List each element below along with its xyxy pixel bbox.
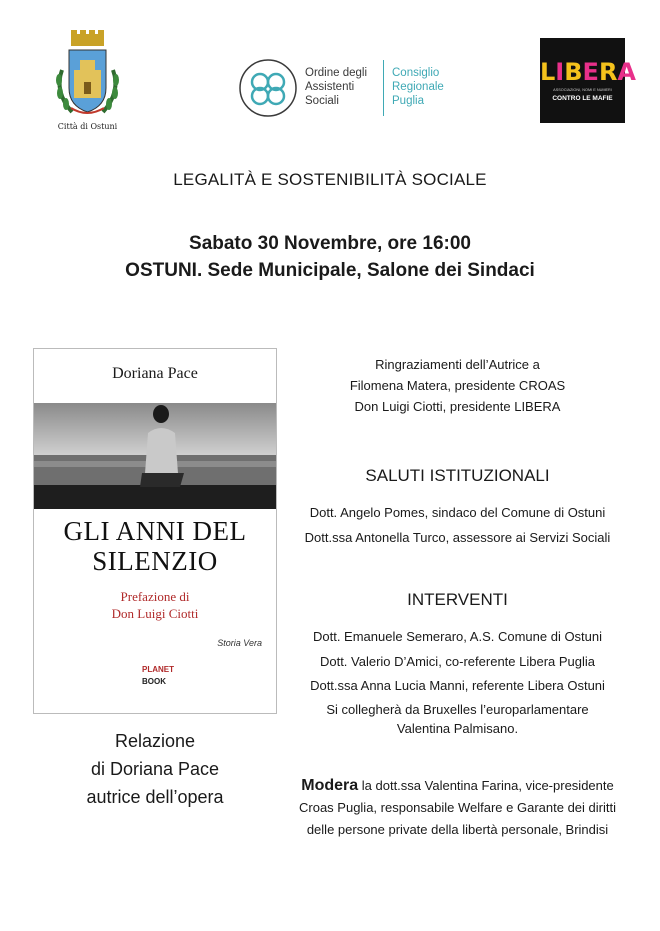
- logo-divider: [383, 60, 384, 116]
- book-cover: [33, 348, 277, 714]
- libera-logo: [540, 38, 636, 123]
- cover-photo: [34, 403, 276, 509]
- libera-subtitle: ASSOCIAZIONI, NOMI E NUMERI: [553, 88, 612, 92]
- modera-line-3: delle persone private della libertà personale, Brindisi: [306, 822, 609, 837]
- modera-line-2: Croas Puglia, responsabile Welfare e Garante dei diritti: [299, 800, 616, 815]
- book-preface-line-1: Prefazione di: [120, 589, 190, 604]
- ordine-assistenti-sociali-logo: [238, 58, 468, 122]
- book-preface-line-2: Don Luigi Ciotti: [111, 606, 199, 621]
- interventi-item-1: Dott. Emanuele Semeraro, A.S. Comune di Ostuni: [312, 629, 603, 644]
- coat-of-arms-icon: [50, 30, 125, 122]
- croas-name: Consiglio Regionale Puglia: [392, 67, 444, 107]
- libera-tagline: CONTRO LE MAFIE: [552, 95, 613, 102]
- interventi-item-5: Valentina Palmisano.: [396, 721, 519, 736]
- book-title-line-2: SILENZIO: [92, 546, 218, 576]
- book-author: Doriana Pace: [112, 365, 198, 382]
- saluti-item-2: Dott.ssa Antonella Turco, assessore ai Servizi Sociali: [304, 530, 611, 545]
- main-title: LEGALITÀ E SOSTENIBILITÀ SOCIALE: [173, 170, 487, 189]
- relazione-line-3: autrice dell’opera: [86, 787, 224, 807]
- interventi-item-4: Si collegherà da Bruxelles l’europarlamentare: [326, 702, 589, 717]
- thanks-line-2: Filomena Matera, presidente CROAS: [349, 378, 566, 393]
- saluti-heading: SALUTI ISTITUZIONALI: [365, 466, 550, 485]
- relazione-line-1: Relazione: [114, 731, 196, 751]
- city-caption: Città di Ostuni: [57, 122, 118, 131]
- event-place: OSTUNI. Sede Municipale, Salone dei Sindaci: [125, 260, 535, 281]
- event-date: Sabato 30 Novembre, ore 16:00: [189, 233, 471, 254]
- knot-emblem-icon: [238, 58, 298, 118]
- saluti-item-1: Dott. Angelo Pomes, sindaco del Comune di Ostuni: [309, 505, 606, 520]
- modera-lead: Modera: [301, 777, 359, 794]
- interventi-heading: INTERVENTI: [407, 590, 508, 609]
- interventi-item-3: Dott.ssa Anna Lucia Manni, referente Libera Ostuni: [310, 678, 605, 693]
- city-of-ostuni-logo: [50, 30, 125, 135]
- book-genre: Storia Vera: [217, 638, 262, 648]
- libera-wordmark: LIBERA: [540, 58, 636, 86]
- modera-line-1: Modera la dott.ssa Valentina Farina, vice-presidente: [301, 777, 614, 794]
- publisher-logo: PLANET BOOK: [142, 665, 174, 686]
- book-title-line-1: GLI ANNI DEL: [63, 516, 247, 546]
- relazione-line-2: di Doriana Pace: [90, 759, 220, 779]
- thanks-line-1: Ringraziamenti dell’Autrice a: [375, 357, 540, 372]
- oas-name: Ordine degli Assistenti Sociali: [305, 67, 368, 107]
- thanks-line-3: Don Luigi Ciotti, presidente LIBERA: [354, 399, 561, 414]
- interventi-item-2: Dott. Valerio D’Amici, co-referente Libera Puglia: [319, 654, 596, 669]
